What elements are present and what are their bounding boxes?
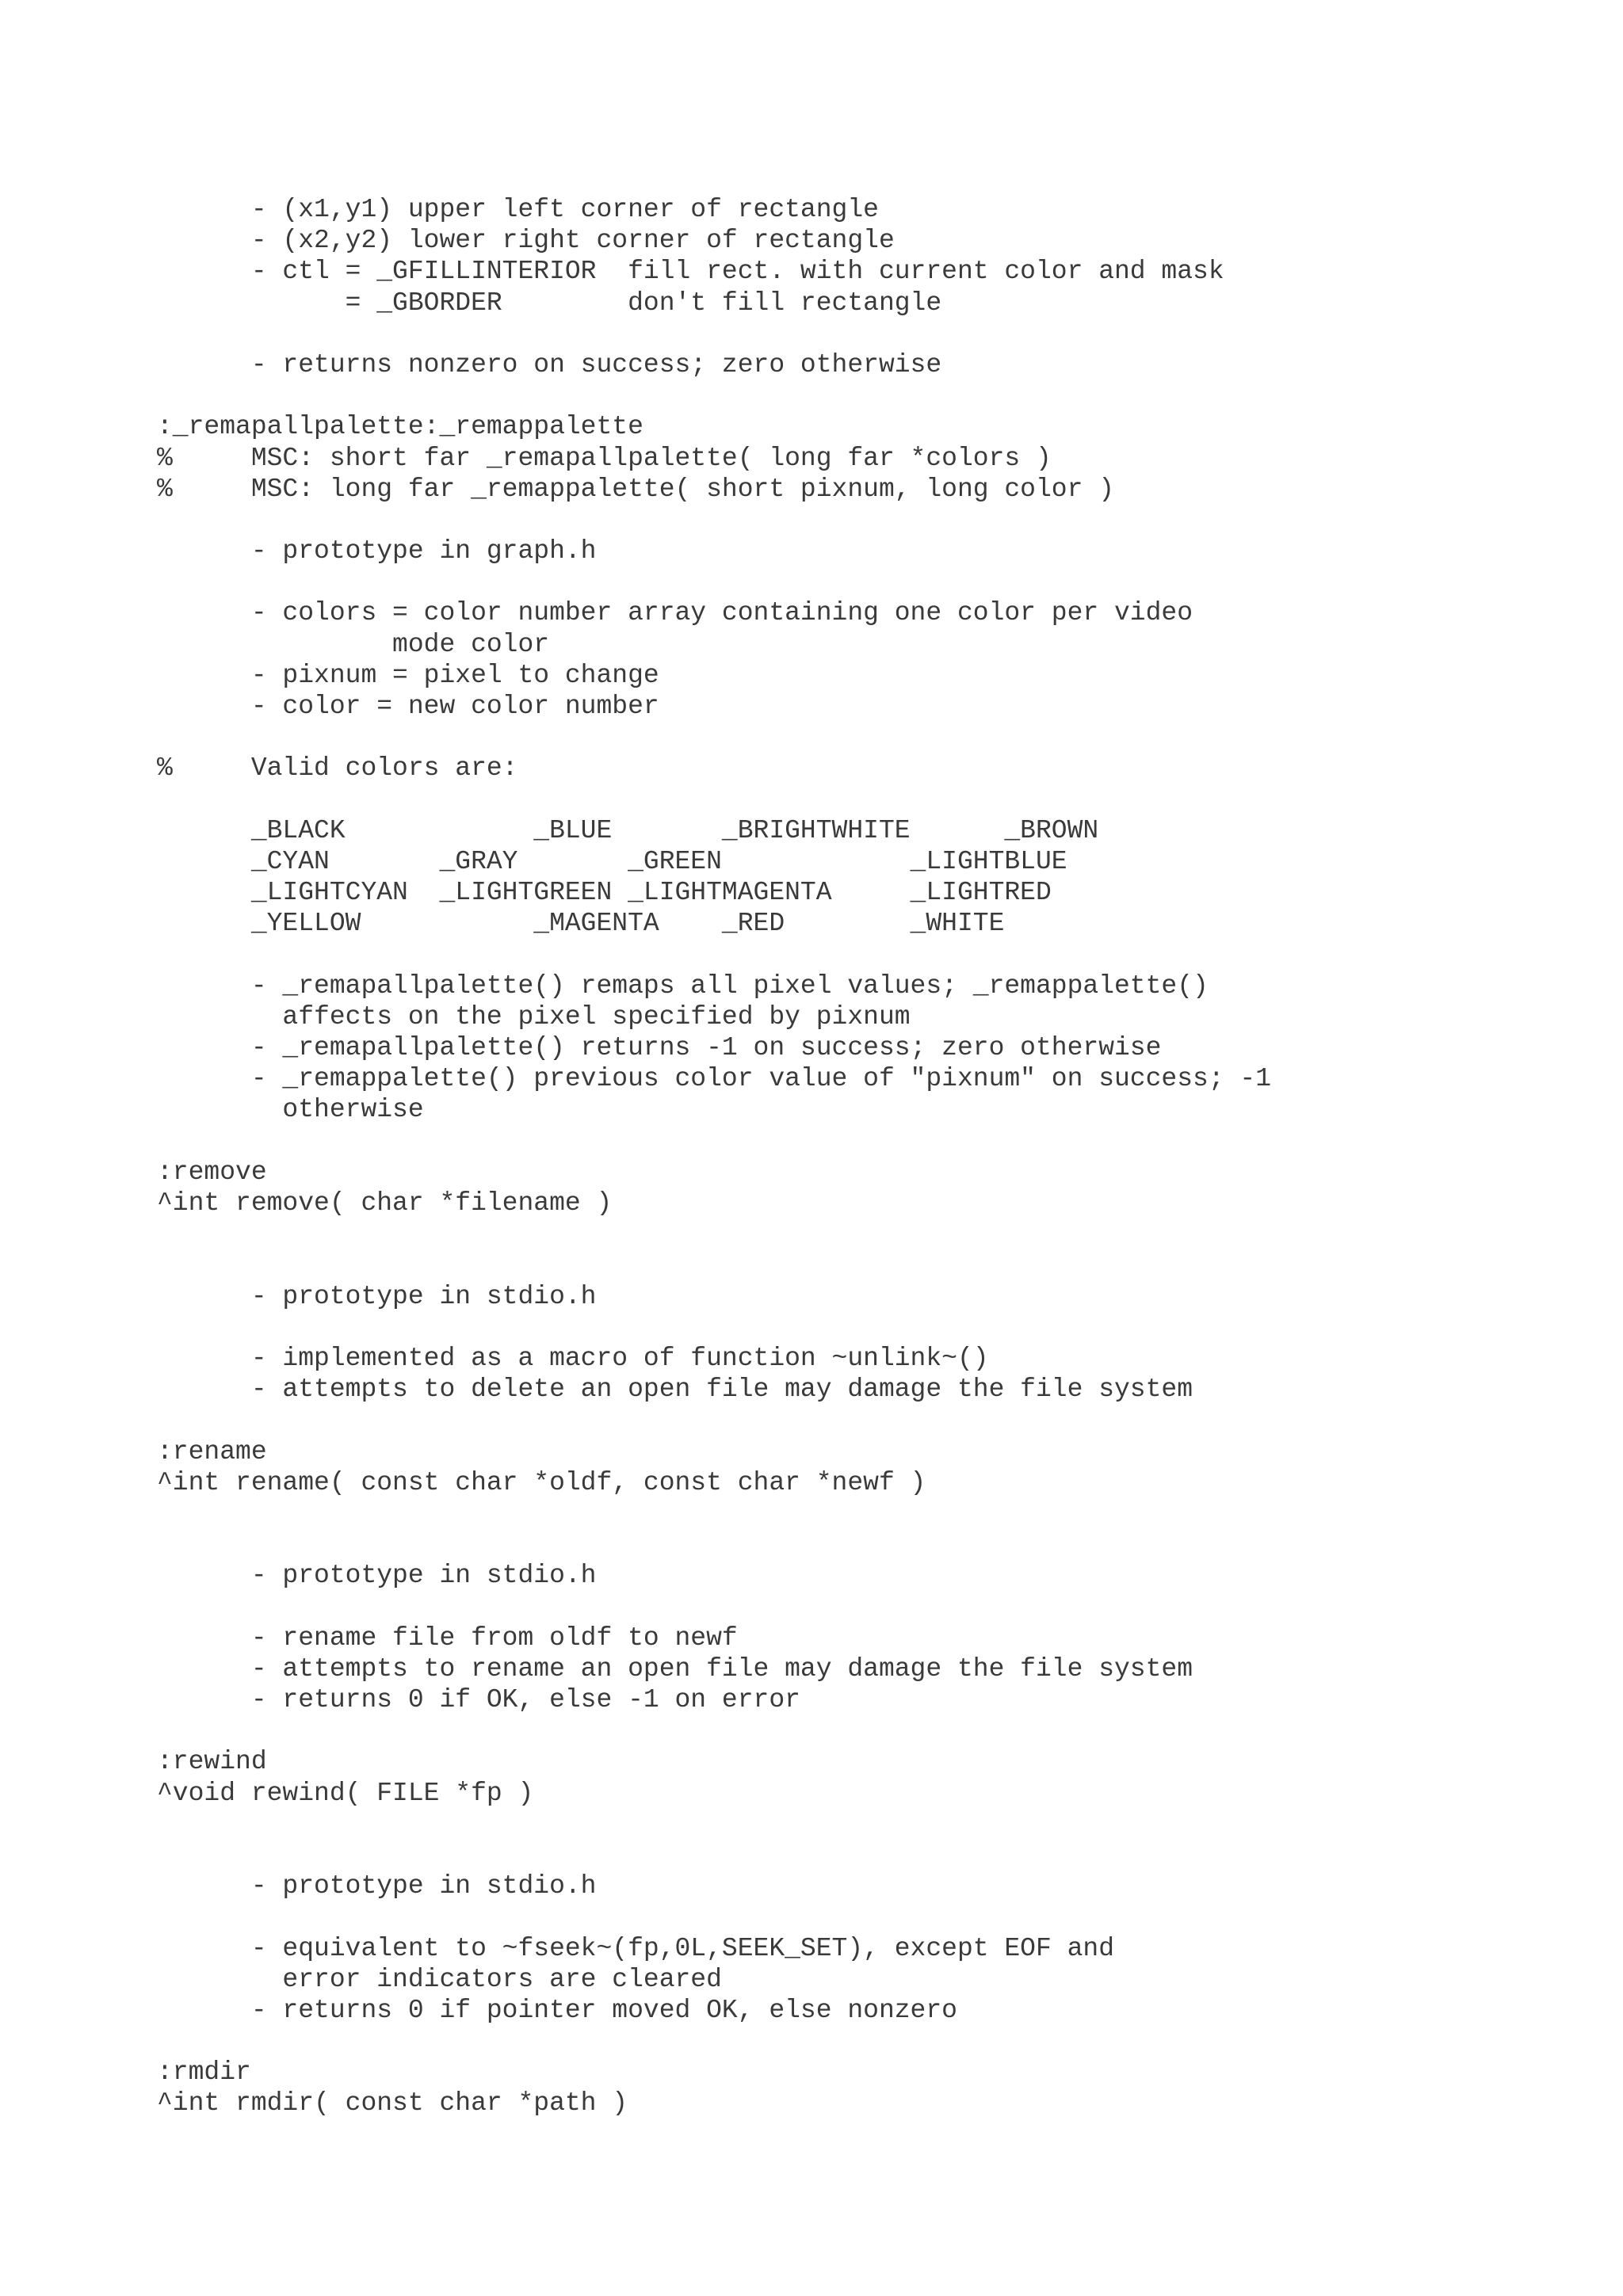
text-line: mode color <box>157 629 550 659</box>
text-line: affects on the pixel specified by pixnum <box>157 1001 911 1032</box>
text-line: - color = new color number <box>157 692 659 721</box>
text-line <box>157 1219 1271 1249</box>
text-line: - returns 0 if OK, else -1 on error <box>157 1685 800 1714</box>
text-line <box>157 1126 1271 1157</box>
text-line: - rename file from oldf to newf <box>157 1623 738 1653</box>
text-line: - prototype in graph.h <box>157 536 597 566</box>
text-line: :rename <box>157 1436 267 1466</box>
text-line <box>157 380 1271 411</box>
text-line: - _remappalette() previous color value of "pixnum" on success; -1 <box>157 1064 1272 1094</box>
text-line: - ctl = _GFILLINTERIOR fill rect. with current color and mask <box>157 257 1224 287</box>
text-line <box>157 1809 1271 1840</box>
text-line: - _remapallpalette() returns -1 on success; zero otherwise <box>157 1033 1162 1063</box>
text-line: ^int rmdir( const char *path ) <box>157 2088 628 2119</box>
text-line: _LIGHTCYAN _LIGHTGREEN _LIGHTMAGENTA _LIGHTRED <box>157 878 1052 908</box>
text-line: otherwise <box>157 1095 424 1125</box>
text-line: :rmdir <box>157 2058 251 2088</box>
text-line: - attempts to rename an open file may damage the file system <box>157 1653 1193 1684</box>
text-line: - implemented as a macro of function ~unlink~() <box>157 1343 989 1373</box>
text-line: error indicators are cleared <box>157 1964 722 1994</box>
text-line <box>157 1591 1271 1622</box>
text-line <box>157 940 1271 971</box>
text-line <box>157 1715 1271 1746</box>
text-line <box>157 1840 1271 1871</box>
text-line: - colors = color number array containing one color per video <box>157 598 1193 628</box>
text-line <box>157 784 1271 815</box>
text-line: ^int remove( char *filename ) <box>157 1188 613 1218</box>
text-line <box>157 2026 1271 2057</box>
text-line <box>157 505 1271 536</box>
text-line: % MSC: short far _remapallpalette( long far *colors ) <box>157 443 1052 473</box>
text-line: % MSC: long far _remappalette( short pixnum, long color ) <box>157 474 1114 504</box>
text-line: - equivalent to ~fseek~(fp,0L,SEEK_SET), except EOF and <box>157 1933 1114 1963</box>
text-line: - _remapallpalette() remaps all pixel values; _remappalette() <box>157 971 1209 1001</box>
text-line: = _GBORDER don't fill rectangle <box>157 288 942 318</box>
text-line: - prototype in stdio.h <box>157 1561 597 1591</box>
text-line: - prototype in stdio.h <box>157 1281 597 1311</box>
text-line <box>157 1249 1271 1280</box>
text-line <box>157 1312 1271 1343</box>
text-line <box>157 722 1271 753</box>
text-line: :_remapallpalette:_remappalette <box>157 412 643 442</box>
text-line: :remove <box>157 1157 267 1187</box>
text-line: :rewind <box>157 1747 267 1777</box>
text-line: - returns 0 if pointer moved OK, else nonzero <box>157 1995 957 2025</box>
text-line: ^void rewind( FILE *fp ) <box>157 1778 534 1808</box>
text-line: _YELLOW _MAGENTA _RED _WHITE <box>157 909 1005 939</box>
text-line: - (x2,y2) lower right corner of rectangle <box>157 226 895 256</box>
text-line: ^int rename( const char *oldf, const char *newf ) <box>157 1467 926 1497</box>
text-line <box>157 1901 1271 1932</box>
text-line: % Valid colors are: <box>157 753 518 784</box>
text-line <box>157 1529 1271 1560</box>
text-line: - pixnum = pixel to change <box>157 660 659 690</box>
text-line: - attempts to delete an open file may damage the file system <box>157 1375 1193 1405</box>
text-line: _BLACK _BLUE _BRIGHTWHITE _BROWN <box>157 815 1099 845</box>
text-line <box>157 566 1271 597</box>
text-line: - (x1,y1) upper left corner of rectangle <box>157 195 879 224</box>
document-body <box>157 194 1271 2119</box>
text-line <box>157 318 1271 349</box>
text-line <box>157 1498 1271 1529</box>
text-line <box>157 1405 1271 1436</box>
text-line: - returns nonzero on success; zero otherwise <box>157 349 942 379</box>
text-line: - prototype in stdio.h <box>157 1871 597 1901</box>
text-line: _CYAN _GRAY _GREEN _LIGHTBLUE <box>157 846 1067 876</box>
